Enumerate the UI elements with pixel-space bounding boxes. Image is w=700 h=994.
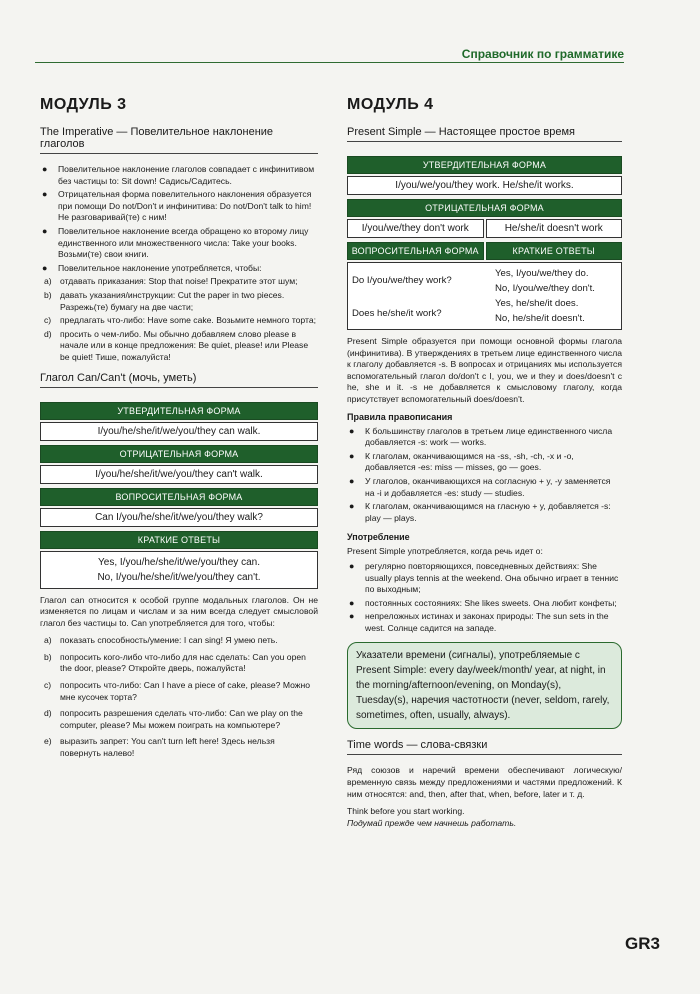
answer-yes-do: Yes, I/you/we/they do.	[495, 268, 589, 279]
list-item: ● К глаголам, оканчивающимся на -ss, -sh, -ch, -x и -o, добавляется -es: miss — misses, go — goes.	[347, 451, 622, 474]
imperative-title: The Imperative — Повелительное наклонение глаголов	[40, 126, 318, 154]
item-text: отдавать приказания: Stop that noise! Прекратите этот шум;	[60, 276, 298, 287]
list-item: ● Повелительное наклонение употребляется, чтобы:	[40, 263, 318, 275]
module3-title: МОДУЛЬ 3	[40, 96, 127, 113]
list-item: ● Повелительное наклонение глаголов совпадает с инфинитивом без частицы to: Sit down! Садись/Садитесь.	[40, 164, 318, 187]
imperative-bullets	[40, 164, 318, 274]
ps-question-labels	[347, 242, 622, 262]
time-markers-callout: Указатели времени (сигналы), употребляемые с Present Simple: every day/week/month/ year, at night, in the morning/afternoon/evening, on Monday(s), Tuesday(s), наречия частотности (never, seldom, rarely, sometimes, often, usually, always).	[347, 642, 622, 729]
list-item: ● Отрицательная форма повелительного наклонения образуется при помощи Do not/Don't и инфинитива: Do not/Don't talk to him! Не разговаривай(те) с ним!	[40, 189, 318, 224]
question-do: Do I/you/we/they work?	[352, 275, 452, 286]
item-letter: a)	[44, 276, 52, 287]
page-label: GR3	[625, 934, 660, 953]
item-letter: b)	[44, 651, 52, 662]
list-item: ● У глаголов, оканчивающихся на согласную + y, -y заменяется на -i и добавляется -es: study — studies.	[347, 476, 622, 499]
ps-affirmative-label: УТВЕРДИТЕЛЬНАЯ ФОРМА	[347, 156, 622, 174]
module4-column	[347, 96, 622, 829]
can-uses	[40, 635, 318, 759]
spelling-title: Правила правописания	[347, 411, 453, 422]
answer-no-dont: No, I/you/we/they don't.	[495, 283, 595, 294]
module4-title: МОДУЛЬ 4	[347, 96, 434, 113]
list-item	[40, 290, 318, 313]
can-paragraph: Глагол can относится к особой группе модальных глаголов. Он не изменяется по лицам и числам и за ним всегда следует смысловой глагол без частицы to. Can употребляется для того, чтобы:	[40, 594, 318, 628]
header-title: Справочник по грамматике	[461, 47, 624, 61]
list-item	[40, 708, 318, 731]
can-short-answers-box	[40, 551, 318, 589]
ps-short-answers-label: КРАТКИЕ ОТВЕТЫ	[486, 242, 623, 260]
list-item: ● К большинству глаголов в третьем лице единственного числа добавляется -s: work — works.	[347, 426, 622, 449]
list-item: ● регулярно повторяющихся, повседневных действиях: She usually plays tennis at the weekend. Она обычно играет в теннис по выходным;	[347, 561, 622, 596]
item-letter: a)	[44, 635, 52, 646]
present-simple-title: Present Simple — Настоящее простое время	[347, 126, 622, 142]
ps-negative-left: I/you/we/they don't work	[347, 219, 484, 238]
can-affirmative-label: УТВЕРДИТЕЛЬНАЯ ФОРМА	[40, 402, 318, 420]
list-item	[40, 652, 318, 675]
short-answer-no: No, I/you/he/she/it/we/you/they can't.	[97, 571, 261, 583]
time-words-example: Think before you start working.	[347, 806, 465, 817]
item-text: попросить разрешения сделать что-либо: Can we play on the computer, please? Мы можем поиграть на компьютере?	[60, 708, 303, 730]
list-item	[40, 276, 318, 288]
can-affirmative-box: I/you/he/she/it/we/you/they can walk.	[40, 422, 318, 441]
item-text: попросить кого-либо что-либо для нас сделать: Can you open the door, please? Откройте дверь, пожалуйста!	[60, 651, 306, 674]
list-item: ● Повелительное наклонение всегда обращено ко второму лицу единственного или множественного числа: Take your books. Возьми(те) свои книги.	[40, 226, 318, 261]
item-text: просить о чем-либо. Мы обычно добавляем слово please в начале или в конце предложения: Be quiet, please! или Please be quiet! Тише, пожалуйста!	[60, 328, 309, 362]
can-question-label: ВОПРОСИТЕЛЬНАЯ ФОРМА	[40, 488, 318, 506]
can-question-box: Can I/you/he/she/it/we/you/they walk?	[40, 508, 318, 527]
time-words-title: Time words — слова-связки	[347, 739, 622, 755]
ps-question-label: ВОПРОСИТЕЛЬНАЯ ФОРМА	[347, 242, 484, 260]
item-text: выразить запрет: You can't turn left here! Здесь нельзя повернуть налево!	[60, 736, 275, 759]
spelling-rules	[347, 426, 622, 525]
can-negative-label: ОТРИЦАТЕЛЬНАЯ ФОРМА	[40, 445, 318, 463]
can-title: Глагол Can/Can't (мочь, уметь)	[40, 372, 318, 388]
item-letter: b)	[44, 289, 52, 300]
list-item	[40, 680, 318, 703]
list-item	[40, 329, 318, 364]
list-item: ● непреложных истинах и законах природы: The sun sets in the west. Солнце садится на западе.	[347, 611, 622, 634]
item-text: предлагать что-либо: Have some cake. Возьмите немного торта;	[60, 315, 317, 326]
ps-question-answer-box	[347, 262, 622, 330]
usage-intro: Present Simple употребляется, когда речь идет о:	[347, 546, 543, 557]
time-words-paragraph: Ряд союзов и наречий времени обеспечивают логическую/временную связь между предложениями и частями предложений. К ним относятся: and, then, after that, when, before, later и т. д.	[347, 765, 622, 799]
item-text: показать способность/умение: I can sing! Я умею петь.	[60, 635, 278, 646]
item-letter: e)	[44, 736, 52, 747]
answer-yes-does: Yes, he/she/it does.	[495, 298, 579, 309]
time-words-translation: Подумай прежде чем начнешь работать.	[347, 817, 517, 828]
usage-title: Употребление	[347, 532, 410, 543]
module3-column	[40, 96, 318, 765]
list-item: ● постоянных состояниях: She likes sweets. Она любит конфеты;	[347, 598, 622, 610]
ps-questions	[348, 263, 491, 329]
ps-negative-row	[347, 219, 622, 242]
ps-negative-right: He/she/it doesn't work	[486, 219, 623, 238]
item-letter: d)	[44, 708, 52, 719]
item-text: попросить что-либо: Can I have a piece of cake, please? Можно мне кусочек торта?	[60, 680, 311, 702]
can-short-answers-label: КРАТКИЕ ОТВЕТЫ	[40, 531, 318, 549]
can-negative-box: I/you/he/she/it/we/you/they can't walk.	[40, 465, 318, 484]
item-letter: d)	[44, 328, 52, 339]
question-does: Does he/she/it work?	[352, 308, 442, 319]
answer-no-doesnt: No, he/she/it doesn't.	[495, 313, 585, 324]
present-simple-paragraph: Present Simple образуется при помощи основной формы глагола (инфинитива). В утверждениях в третьем лице единственного числа к глаголу добавляется -s. В вопросах и отрицаниях мы используется вспомогательный глагол do/don't с I, you, we и they и does/doesn't с he, she и it. -s не добавляется к смысловому глаголу, когда присутствует вспомогательный does/doesn't.	[347, 336, 622, 404]
ps-short-answers	[491, 263, 621, 329]
ps-affirmative-box: I/you/we/you/they work. He/she/it works.	[347, 176, 622, 195]
item-text: давать указания/инструкции: Cut the paper in two pieces. Разрежь(те) бумагу на две части;	[60, 289, 285, 312]
usage-list	[347, 561, 622, 635]
short-answer-yes: Yes, I/you/he/she/it/we/you/they can.	[98, 556, 260, 568]
list-item	[40, 736, 318, 759]
ps-negative-label: ОТРИЦАТЕЛЬНАЯ ФОРМА	[347, 199, 622, 217]
item-letter: c)	[44, 680, 52, 691]
imperative-uses	[40, 276, 318, 363]
list-item	[40, 315, 318, 327]
list-item: ● К глаголам, оканчивающимся на гласную + y, добавляется -s: play — plays.	[347, 501, 622, 524]
header-divider	[35, 62, 624, 63]
item-letter: c)	[44, 315, 52, 326]
list-item	[40, 635, 318, 647]
